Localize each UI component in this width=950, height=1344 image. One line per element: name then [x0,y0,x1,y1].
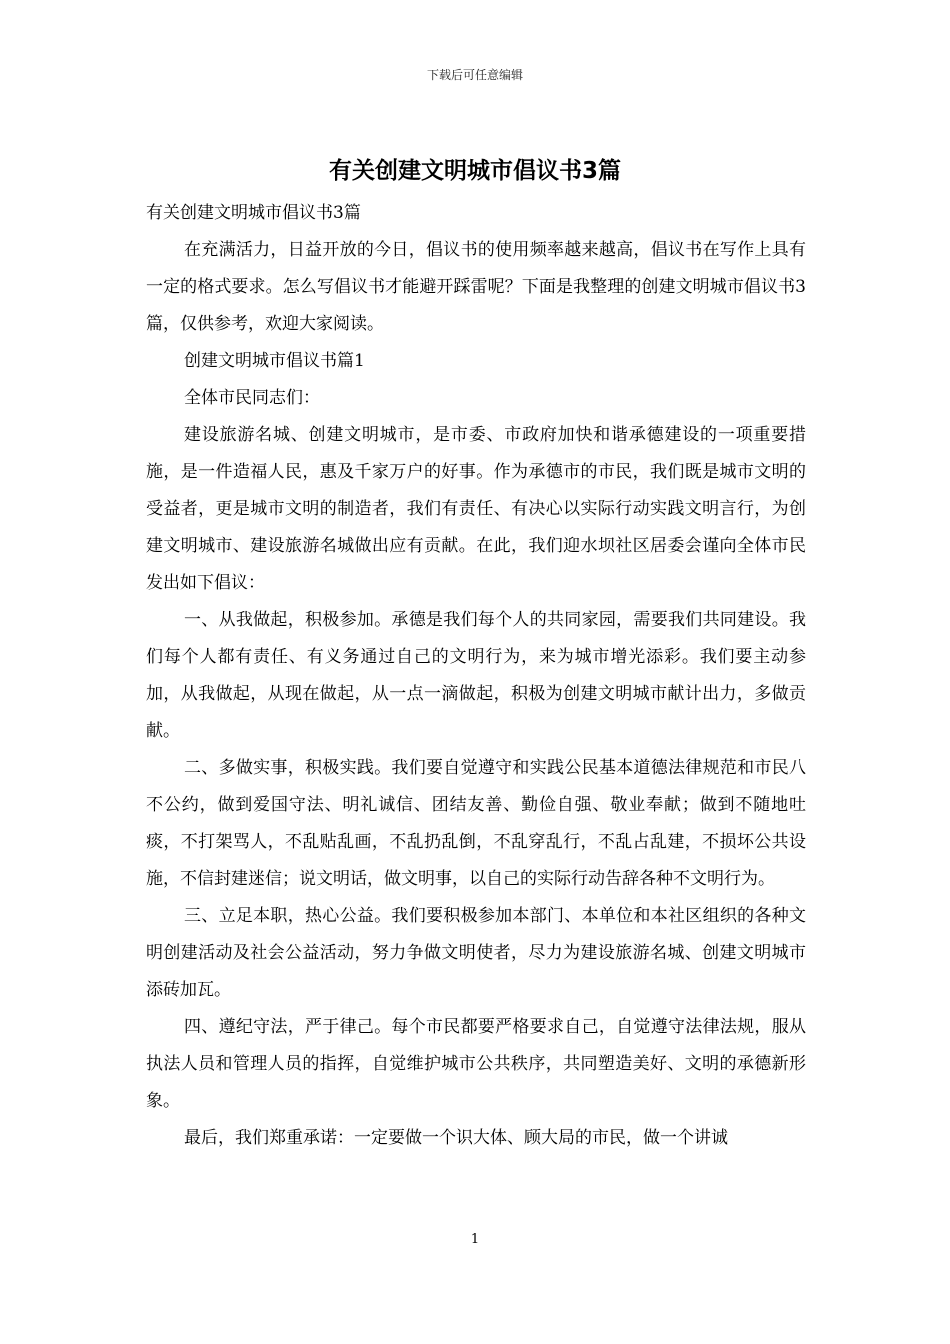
document-subtitle: 有关创建文明城市倡议书3篇 [146,203,361,223]
salutation: 全体市民同志们： [184,388,320,408]
proposal-point-3: 三、立足本职，热心公益。我们要积极参加本部门、本单位和本社区组织的各种文明创建活动及社会公益活动，努力争做文明使者，尽力为建设旅游名城、创建文明城市添砖加瓦。 [146,906,806,1000]
page-header: 下载后可任意编辑 [426,68,523,82]
proposal-point-4: 四、遵纪守法，严于律己。每个市民都要严格要求自己，自觉遵守法律法规，服从执法人员和管理人员的指挥，自觉维护城市公共秩序，共同塑造美好、文明的承德新形象。 [146,1017,806,1111]
proposal-point-2: 二、多做实事，积极实践。我们要自觉遵守和实践公民基本道德法律规范和市民八不公约，做到爱国守法、明礼诚信、团结友善、勤俭自强、敬业奉献；做到不随地吐痰，不打架骂人，不乱贴乱画，不乱扔乱倒，不乱穿乱行，不乱占乱建，不损坏公共设施，不信封建迷信；说文明话，做文明事，以自己的实际行动告辞各种不文明行为。 [146,758,806,889]
proposal-point-1: 一、从我做起，积极参加。承德是我们每个人的共同家园，需要我们共同建设。我们每个人都有责任、有义务通过自己的文明行为，来为城市增光添彩。我们要主动参加，从我做起，从现在做起，从一点一滴做起，积极为创建文明城市献计出力，多做贡献。 [146,610,806,741]
document-body [146,195,806,1157]
intro-paragraph: 在充满活力，日益开放的今日，倡议书的使用频率越来越高，倡议书在写作上具有一定的格式要求。怎么写倡议书才能避开踩雷呢？下面是我整理的创建文明城市倡议书3篇，仅供参考，欢迎大家阅读。 [146,240,806,334]
section-heading: 创建文明城市倡议书篇1 [184,351,365,371]
page-number: 1 [470,1232,480,1247]
body-paragraph: 建设旅游名城、创建文明城市，是市委、市政府加快和谐承德建设的一项重要措施，是一件造福人民，惠及千家万户的好事。作为承德市的市民，我们既是城市文明的受益者，更是城市文明的制造者，我们有责任、有决心以实际行动实践文明言行，为创建文明城市、建设旅游名城做出应有贡献。在此，我们迎水坝社区居委会谨向全体市民发出如下倡议： [146,425,806,593]
document-title: 有关创建文明城市倡议书3篇 [328,158,621,184]
closing-paragraph: 最后，我们郑重承诺：一定要做一个识大体、顾大局的市民，做一个讲诚 [184,1128,728,1148]
